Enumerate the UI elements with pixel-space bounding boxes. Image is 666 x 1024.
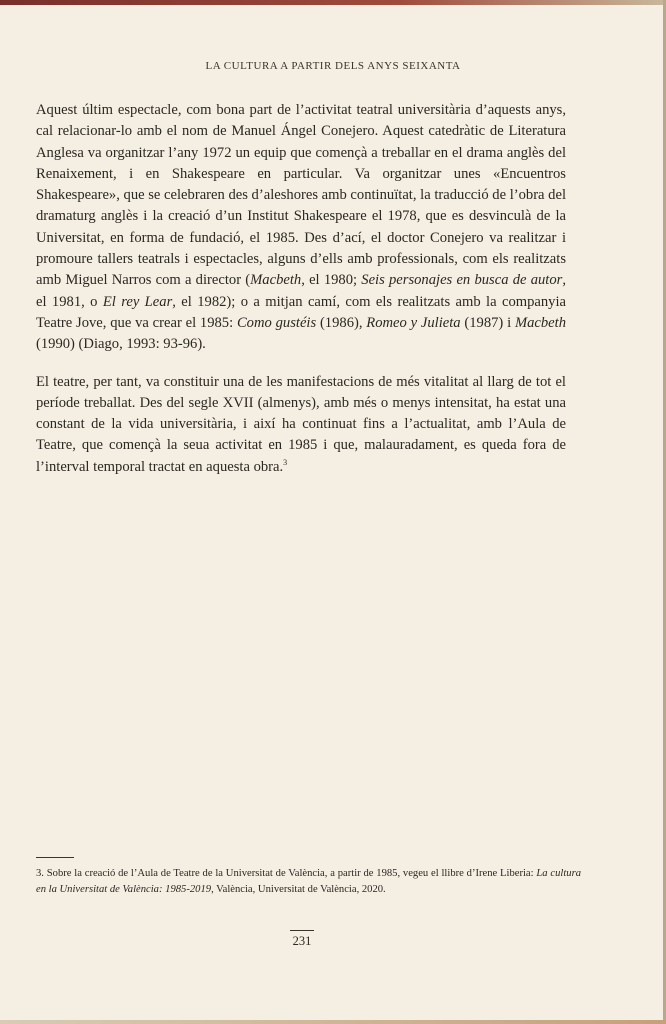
paragraph-1-text: , el 1980;: [301, 272, 362, 289]
footnote-text: Sobre la creació de l’Aula de Teatre de la Universitat de València, a partir de 1985, vegeu el llibre d’Irene Liberia:: [43, 868, 537, 879]
paragraph-1-text: , el 1981, o: [36, 272, 566, 310]
work-title: El rey Lear: [102, 293, 173, 310]
work-title: Seis personajes en busca de autor: [361, 272, 563, 289]
footnote-text: , València, Universitat de València, 2020.: [211, 884, 386, 895]
work-title: Macbeth: [250, 272, 302, 289]
paragraph-1-text: , el 1982); o a mitjan camí, com els realitzats amb la companyia Teatre Jove, que va crear el 1985:: [36, 293, 566, 331]
footnote-reference: 3: [283, 457, 288, 467]
paragraph-2: [36, 372, 566, 478]
page-edge-bottom: [0, 1020, 666, 1024]
page-number-rule: [290, 930, 314, 931]
page-edge-top: [0, 0, 666, 5]
paragraph-1: [36, 100, 566, 356]
running-head: LA CULTURA A PARTIR DELS ANYS SEIXANTA: [205, 60, 461, 72]
paragraph-1-text: Aquest últim espectacle, com bona part de l’activitat teatral universitària d’aquests anys, cal relacionar-lo amb el nom de Manuel Ángel Conejero. Aquest catedràtic de Literatura Anglesa va organitzar l’any 1972 un equip que començà a treballar en el drama anglès del Renaixement, i en Shakespeare en particular. Va organitzar unes «Encuentros Shakespeare», que se celebraren des d’aleshores amb continuïtat, la traducció de l’obra del dramaturg anglès i la creació d’un Institut Shakespeare el 1978, que es desvinculà de la Universitat, en forma de fundació, el 1985. Des d’ací, el doctor Conejero va realitzar i promoure tallers teatrals i espectacles, alguns d’ells amb professionals, com els realitzats amb Miguel Narros com a director (: [36, 102, 567, 289]
paragraph-1-text: (1986),: [316, 314, 367, 331]
paragraph-1-text: (1990) (Diago, 1993: 93-96).: [36, 336, 206, 353]
paragraph-2-text: El teatre, per tant, va constituir una de les manifestacions de més vitalitat al llarg de tot el període treballat. Des del segle XVII (almenys), amb més o menys intensitat, ha estat una constant de la vida universitària, i així ha continuat fins a l’actualitat, amb l’Aula de Teatre, que començà la seua activitat en 1985 i que, malauradament, es queda fora de l’interval temporal tractat en aquesta obra.: [36, 373, 566, 475]
footnote: [36, 866, 581, 898]
footnote-number: 3.: [36, 868, 44, 879]
body-text: [36, 100, 566, 494]
footnote-divider: [36, 857, 74, 858]
work-title: Macbeth: [514, 314, 566, 331]
work-title: Como gustéis: [236, 314, 317, 331]
work-title: Romeo y Julieta: [366, 314, 461, 331]
paragraph-1-text: (1987) i: [460, 314, 515, 331]
footnote-book-title: La cultura en la Universitat de València: 1985-2019: [36, 868, 581, 895]
page-number: 231: [292, 934, 312, 948]
